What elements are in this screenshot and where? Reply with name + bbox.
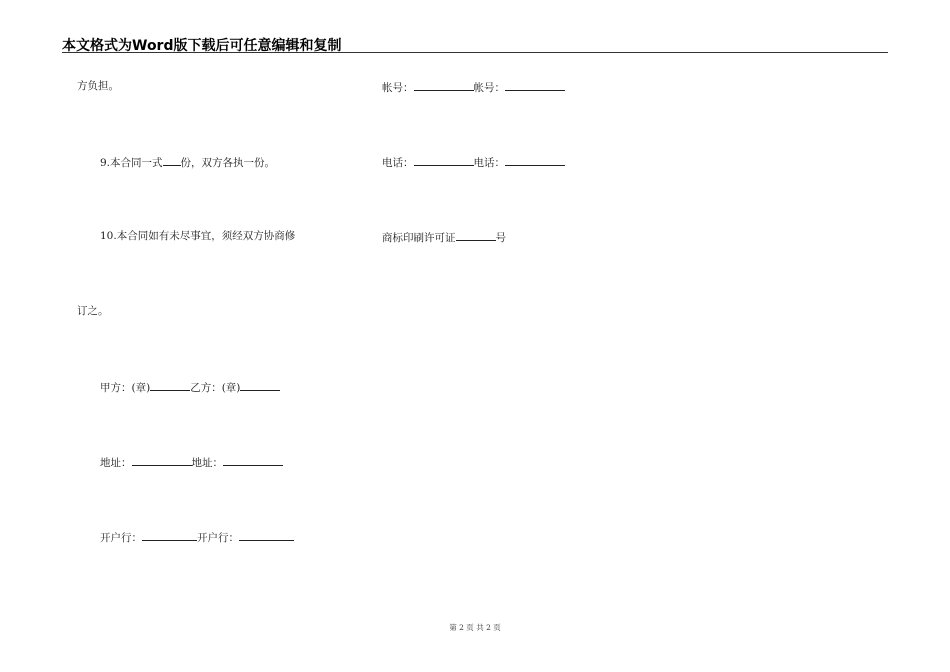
bank-blank-b <box>239 529 294 541</box>
phone-blank-b <box>505 154 565 166</box>
bank-label-b: 开户行： <box>197 532 239 544</box>
party-b-seal-blank <box>240 379 280 391</box>
address-label-b: 地址： <box>191 457 223 469</box>
clause-10-end: 订之。 <box>77 305 109 317</box>
copies-blank <box>163 154 181 166</box>
clause-10-text: 10.本合同如有未尽事宜，须经双方协商修 <box>100 230 296 242</box>
clause-text: 方负担。 <box>77 80 119 92</box>
address-blank-a <box>132 454 192 466</box>
bank-label-a: 开户行： <box>100 532 142 544</box>
party-b-seal-label: 乙方：(章) <box>190 382 241 394</box>
clause-9-suffix: 份，双方各执一份。 <box>180 157 276 169</box>
document-header-title: 本文格式为Word版下载后可任意编辑和复制 <box>62 38 342 54</box>
address-blank-b <box>223 454 283 466</box>
address-line <box>100 454 283 470</box>
page-number-footer: 第 2 页 共 2 页 <box>449 623 501 632</box>
clause-10-continuation <box>77 304 109 318</box>
bank-line <box>100 529 294 545</box>
clause-9 <box>100 154 275 170</box>
account-blank-b <box>505 79 565 91</box>
bank-blank-a <box>142 529 197 541</box>
address-label-a: 地址： <box>100 457 132 469</box>
phone-blank-a <box>414 154 474 166</box>
license-label: 商标印刷许可证 <box>382 232 456 244</box>
party-a-seal-blank <box>150 379 190 391</box>
signature-line <box>100 379 280 395</box>
trademark-license-line <box>382 229 506 245</box>
license-suffix: 号 <box>495 232 506 244</box>
phone-label-b: 电话： <box>473 157 505 169</box>
account-number-line <box>382 79 565 95</box>
phone-line <box>382 154 565 170</box>
account-label-b: 帐号： <box>473 82 505 94</box>
party-a-seal-label: 甲方：(章) <box>100 382 151 394</box>
phone-label-a: 电话： <box>382 157 414 169</box>
account-label-a: 帐号： <box>382 82 414 94</box>
clause-9-prefix: 9.本合同一式 <box>100 157 163 169</box>
clause-10 <box>100 229 295 243</box>
account-blank-a <box>414 79 474 91</box>
license-blank <box>456 229 496 241</box>
clause-continuation-text <box>77 79 119 93</box>
header-divider <box>62 52 888 53</box>
